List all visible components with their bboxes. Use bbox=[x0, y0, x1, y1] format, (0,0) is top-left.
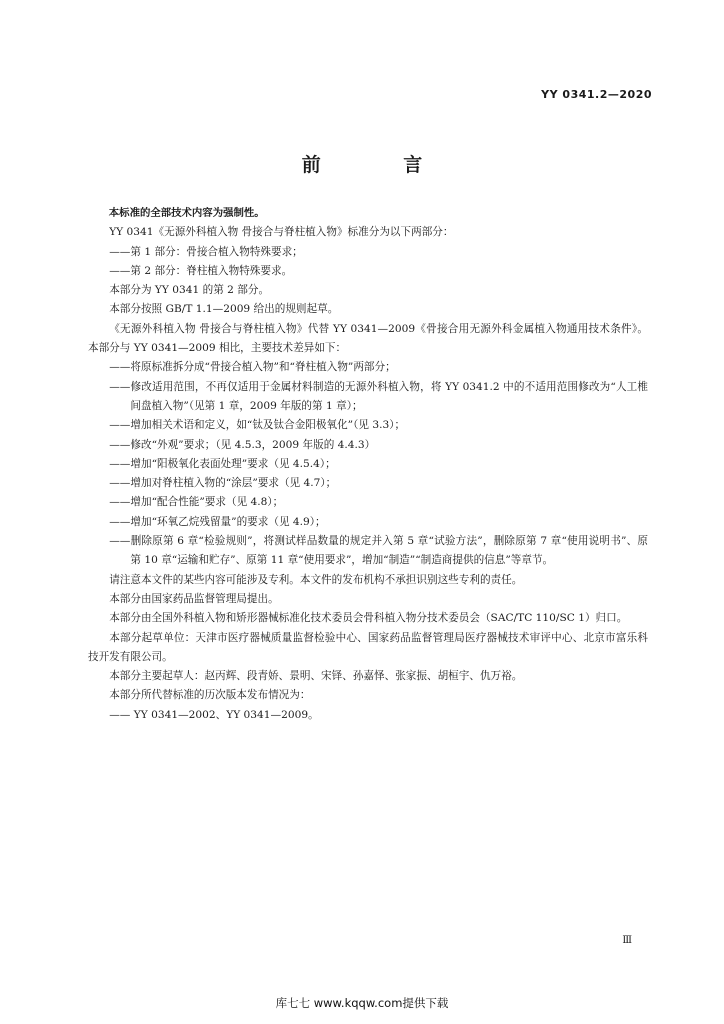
paragraph: 请注意本文件的某些内容可能涉及专利。本文件的发布机构不承担识别这些专利的责任。 bbox=[109, 573, 523, 586]
list-item: ——增加“环氧乙烷残留量”的要求（见 4.9）； bbox=[109, 515, 326, 528]
paragraph: 《无源外科植入物 骨接合与脊柱植入物》代替 YY 0341—2009《骨接合用无源外科金属植入物通用技术条件》。本部分与 YY 0341—2009 相比，主要技术差异如下： bbox=[88, 322, 648, 355]
paragraph: 本部分为 YY 0341 的第 2 部分。 bbox=[109, 284, 270, 297]
list-item: ——删除原第 6 章“检验规则”，将测试样品数量的规定并入第 5 章“试验方法”，删除原第 7 章“使用说明书”、原第 10 章“运输和贮存”、原第 11 章“使用要求”，增加“制造”“制造商提供的信息”等章节。 bbox=[109, 535, 648, 567]
list-item: ——增加对脊柱植入物的“涂层”要求（见 4.7）； bbox=[109, 477, 337, 490]
foreword-body bbox=[88, 204, 648, 725]
list-item: ——第 1 部分：骨接合植入物特殊要求； bbox=[109, 245, 303, 258]
page-title: 前 言 bbox=[301, 154, 461, 176]
list-item: ——增加“阳极氧化表面处理”要求（见 4.5.4）； bbox=[109, 457, 336, 470]
paragraph: 本部分按照 GB/T 1.1—2009 给出的规则起草。 bbox=[109, 303, 339, 316]
list-item: ——第 2 部分：脊柱植入物特殊要求。 bbox=[109, 264, 293, 277]
paragraph: 本部分主要起草人：赵丙辉、段青娇、景明、宋铎、孙嘉怿、张家振、胡桓宇、仇万裕。 bbox=[109, 670, 523, 683]
paragraph: 本部分由全国外科植入物和矫形器械标准化技术委员会骨科植入物分技术委员会（SAC/TC 110/SC 1）归口。 bbox=[109, 612, 628, 625]
list-item: ——增加“配合性能”要求（见 4.8）； bbox=[109, 496, 284, 509]
paragraph: 本部分所代替标准的历次版本发布情况为： bbox=[109, 689, 311, 702]
list-item: —— YY 0341—2002、YY 0341—2009。 bbox=[109, 708, 319, 721]
list-item: ——修改适用范围，不再仅适用于金属材料制造的无源外科植入物，将 YY 0341.2 中的不适用范围修改为“人工椎间盘植入物”（见第 1 章，2009 年版的第 1 章）； bbox=[109, 380, 648, 412]
list-item: ——将原标准拆分成“骨接合植入物”和“脊柱植入物”两部分； bbox=[109, 361, 396, 374]
download-footer: 库七七 www.kqqw.com提供下载 bbox=[275, 996, 449, 1010]
mandatory-statement: 本标准的全部技术内容为强制性。 bbox=[108, 207, 265, 219]
standard-code: YY 0341.2—2020 bbox=[541, 88, 652, 101]
list-item: ——增加相关术语和定义，如“钛及钛合金阳极氧化”（见 3.3）； bbox=[109, 419, 406, 432]
paragraph: 本部分由国家药品监督管理局提出。 bbox=[109, 592, 279, 605]
page-number: Ⅲ bbox=[622, 935, 632, 946]
list-item: ——修改“外观”要求；（见 4.5.3，2009 年版的 4.4.3） bbox=[109, 438, 376, 451]
paragraph: YY 0341《无源外科植入物 骨接合与脊柱植入物》标准分为以下两部分： bbox=[109, 226, 454, 239]
paragraph: 本部分起草单位：天津市医疗器械质量监督检验中心、国家药品监督管理局医疗器械技术审评中心、北京市富乐科技开发有限公司。 bbox=[88, 631, 648, 663]
